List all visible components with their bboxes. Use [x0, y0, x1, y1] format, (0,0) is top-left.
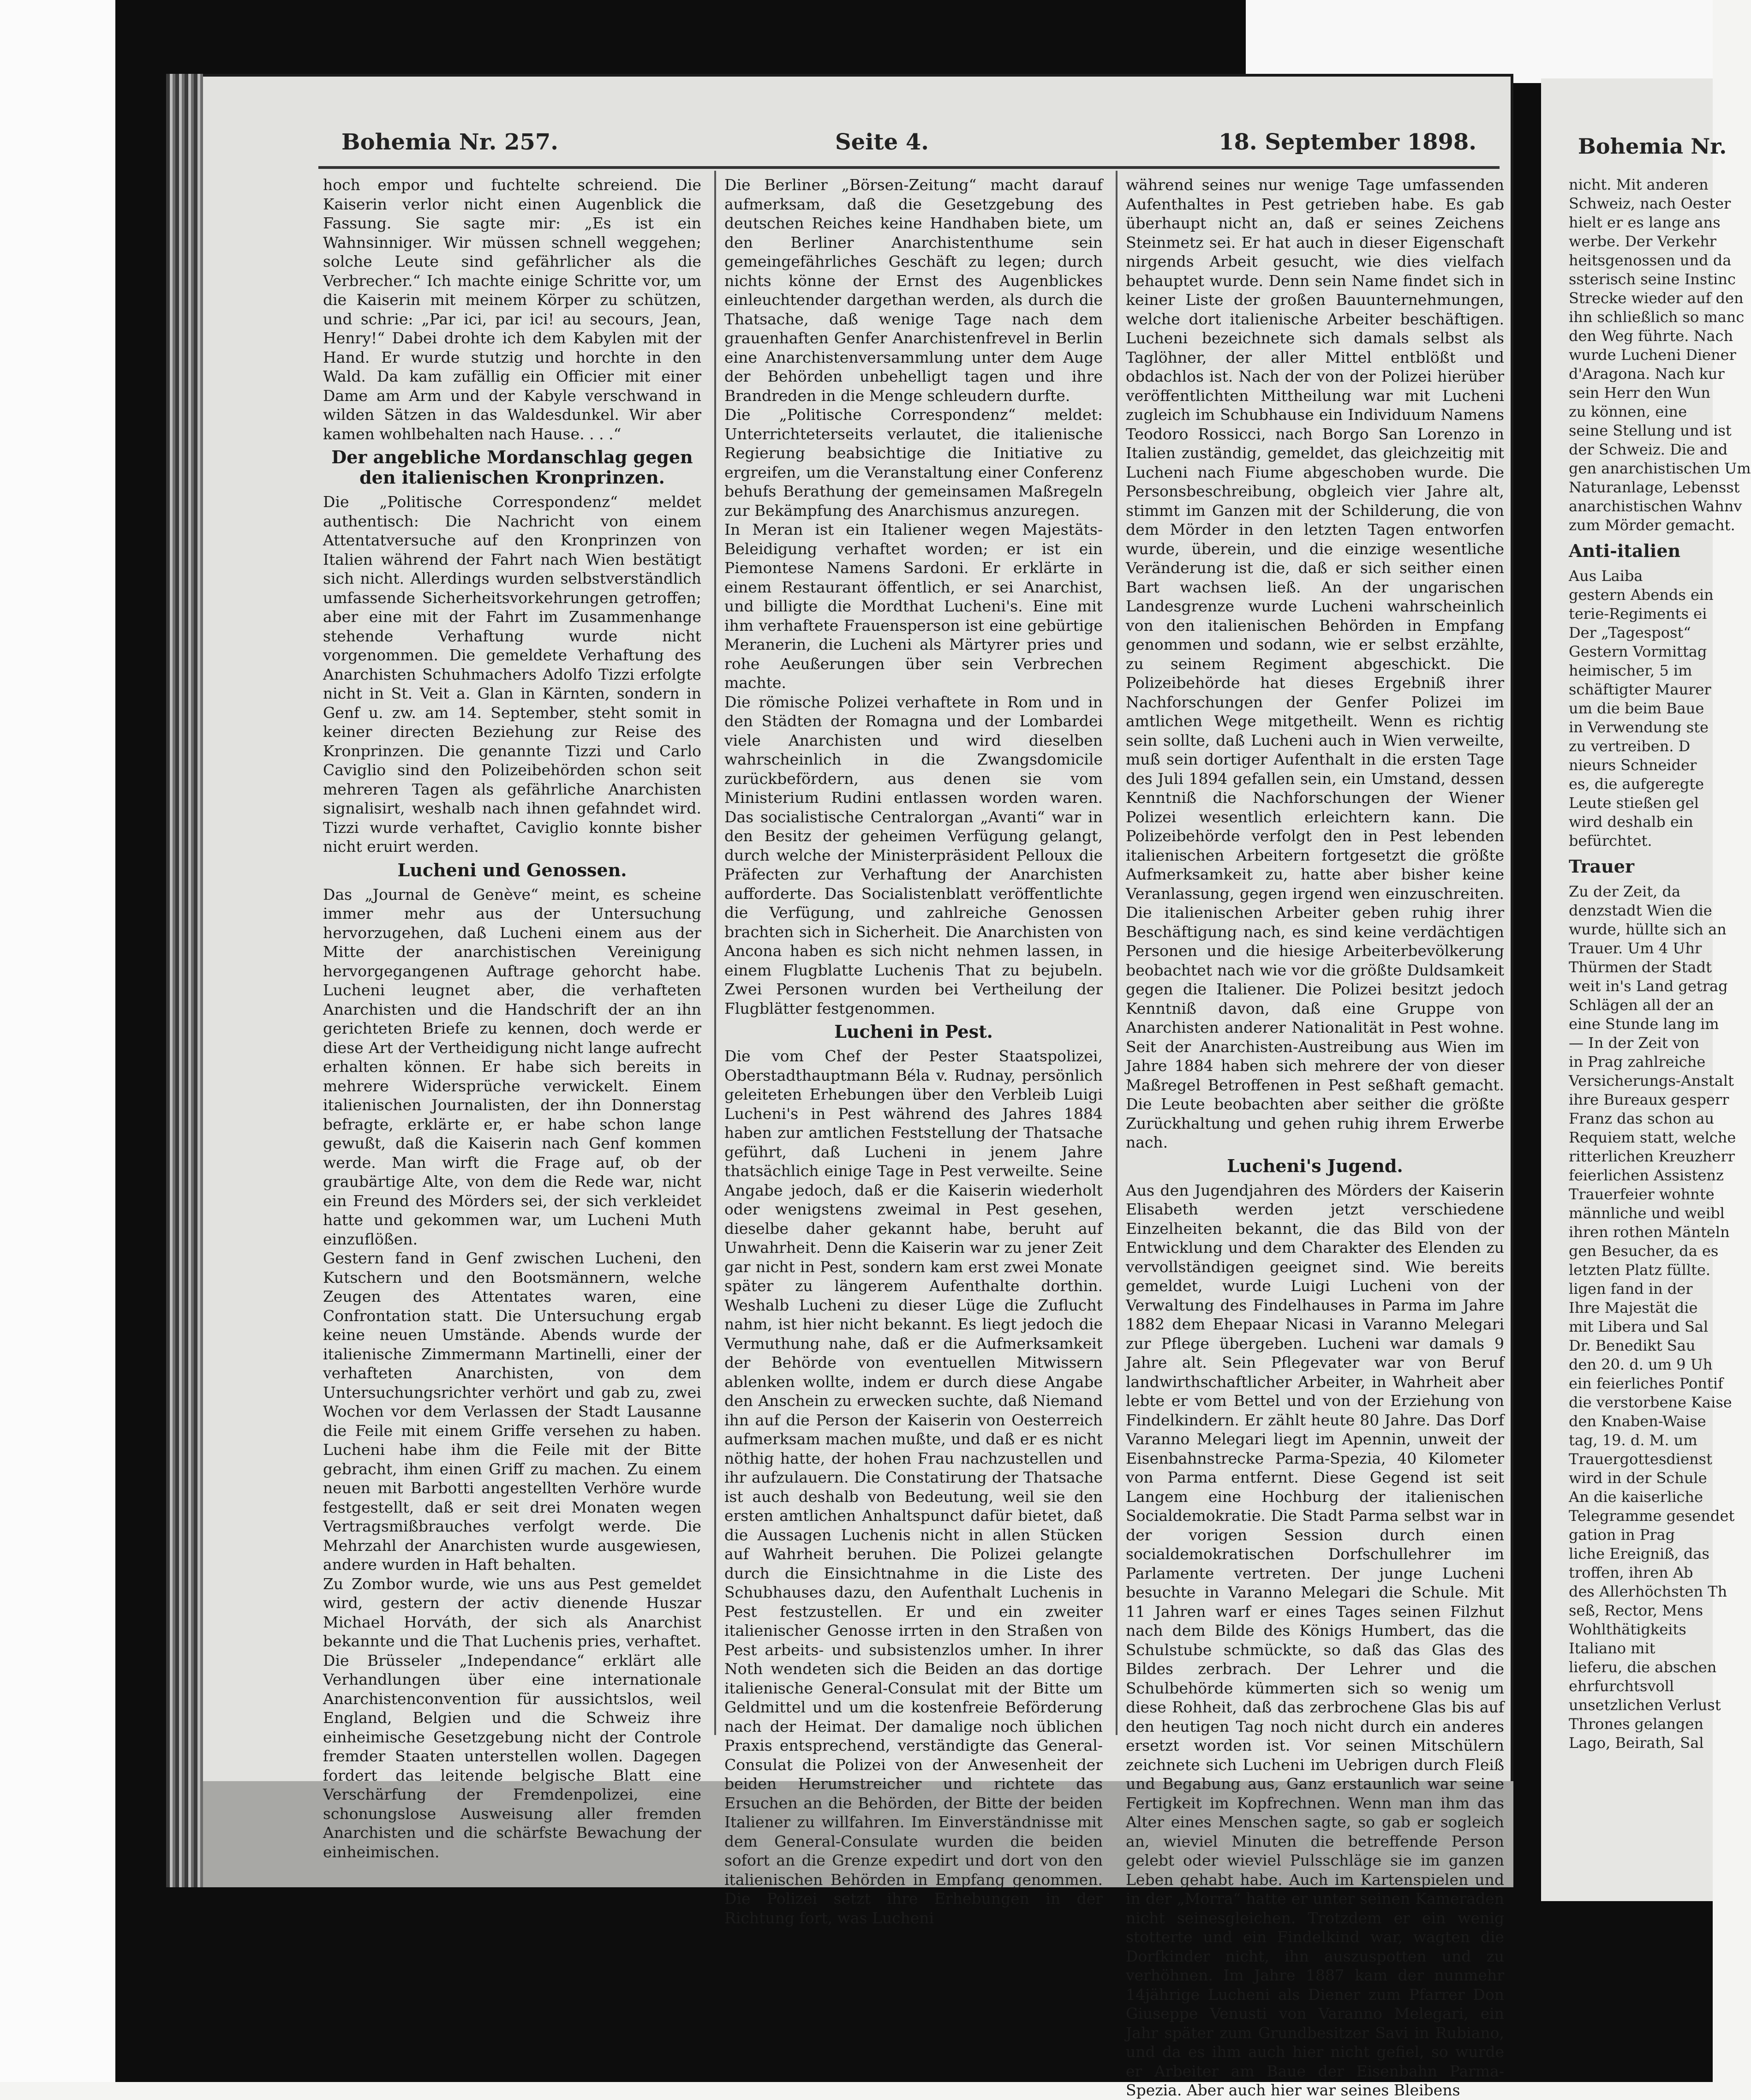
- adjacent-text-line: sein Herr den Wun: [1569, 384, 1710, 401]
- text-column-3: [1126, 175, 1504, 2099]
- column-rule-2: [1116, 171, 1118, 1735]
- article-paragraph: Aus den Jugendjahren des Mörders der Kaiserin Elisabeth werden jetzt verschiedene Einzelheiten bekannt, die das Bild von der Entwicklung und dem Charakter des Elenden zu vervollständigen geeignet sind. Wie bereits gemeldet, wurde Luigi Lucheni von der Verwaltung des Findelhauses in Parma im Jahre 1882 dem Ehepaar Nicasi in Varanno Melegari zur Pflege übergeben. Lucheni war damals 9 Jahre alt. Sein Pflegevater war von Beruf landwirthschaftlicher Arbeiter, in Wahrheit aber lebte er vom Bettel und von der Erziehung von Findelkindern. Er zählt heute 80 Jahre. Das Dorf Varanno Melegari liegt im Apennin, unweit der Eisenbahnstrecke Parma-Spezia, 40 Kilometer von Parma entfernt. Diese Gegend ist seit Langem eine Hochburg der italienischen Socialdemokratie. Die Stadt Parma selbst war in der vorigen Session durch einen socialdemokratischen Dorfschullehrer im Parlamente vertreten. Der junge Lucheni besuchte in Varanno Melegari die Schule. Mit 11 Jahren warf er eines Tages seinen Filzhut nach dem Bilde des Königs Humbert, das die Schulstube schmückte, so daß das Glas des Bildes zerbrach. Der Lehrer und die Schulbehörde kümmerten sich so wenig um diese Rohheit, daß das zerbrochene Glas bis auf den heutigen Tag noch nicht durch ein anderes ersetzt worden ist. Vor seinen Mitschülern zeichnete sich Lucheni im Uebrigen durch Fleiß und Begabung aus, Ganz erstaunlich war seine Fertigkeit im Kopfrechnen. Wenn man ihm das Alter eines Menschen sagte, so gab er sogleich an, wieviel Minuten die betreffende Person gelebt oder wieviel Pulsschläge sie im ganzen Leben gehabt habe. Auch im Kartenspielen und in der „Morra“ hatte er unter seinen Kameraden nicht seinesgleichen. Trotzdem er ein wenig stotterte und ein Findelkind war, wagten die Dorfkinder nicht, ihn auszuspotten und zu verhöhnen. Im Jahre 1887 kam der nunmehr 14jährige Lucheni als Diener zum Pfarrer Don Giuseppe Venusti von Varanno Melegari, ein Jahr später zum Grundbesitzer Savi in Rubiano, und da es ihm auch hier nicht gefiel, so wurde er Arbeiter am Baue der Eisenbahn Parma-Spezia. Aber auch hier war seines Bleibens: [1126, 1181, 1504, 2099]
- adjacent-text-line: — In der Zeit von: [1569, 1034, 1699, 1052]
- adjacent-text-line: Wohlthätigkeits: [1569, 1621, 1686, 1638]
- adjacent-text-line: feierlichen Assistenz: [1569, 1167, 1724, 1184]
- adjacent-text-line: Schweiz, nach Oester: [1569, 195, 1731, 212]
- adjacent-text-line: An die kaiserliche: [1569, 1488, 1703, 1506]
- adjacent-text-line: terie-Regiments ei: [1569, 605, 1707, 622]
- adjacent-text-line: des Allerhöchsten Th: [1569, 1583, 1727, 1600]
- adjacent-text-line: unsetzlichen Verlust: [1569, 1696, 1721, 1714]
- adjacent-text-line: wurde, hüllte sich an: [1569, 921, 1727, 938]
- adjacent-text-line: schäftigter Maurer: [1569, 681, 1711, 698]
- adjacent-text-line: weit in's Land getrag: [1569, 977, 1728, 995]
- adjacent-text-line: Schlägen all der an: [1569, 996, 1714, 1014]
- adjacent-text-line: Franz das schon au: [1569, 1110, 1715, 1127]
- adjacent-text-line: ihn schließlich so manc: [1569, 308, 1745, 326]
- adjacent-page-text: [1569, 175, 1751, 1752]
- article-paragraph: Zu Zombor wurde, wie uns aus Pest gemeldet wird, gestern der activ dienende Huszar Michael Horváth, der sich als Anarchist bekannte und die That Luchenis pries, verhaftet. Die Brüsseler „Independance“ erklärt alle Verhandlungen über eine internationale Anarchistenconvention für aussichtslos, weil England, Belgien und die Schweiz ihre einheimische Gesetzgebung nicht der Controle fremder Staaten unterstellen wollen. Dagegen fordert das leitende belgische Blatt eine Verschärfung der Fremdenpolizei, eine schonungslose Ausweisung aller fremden Anarchisten und die schärfste Bewachung der einheimischen.: [323, 1574, 701, 1861]
- page-header: [341, 129, 1476, 166]
- adjacent-text-line: Italiano mit: [1569, 1639, 1655, 1657]
- adjacent-text-line: Der „Tagespost“: [1569, 624, 1691, 641]
- adjacent-text-line: d'Aragona. Nach kur: [1569, 365, 1725, 383]
- article-paragraph: Die „Politische Correspondenz“ meldet authentisch: Die Nachricht von einem Attentatversuche auf den Kronprinzen von Italien während der Fahrt nach Wien bestätigt sich nicht. Allerdings wurden selbstverständlich umfassende Sicherheitsvorkehrungen getroffen; aber eine mit der Fahrt im Zusammenhange stehende Verhaftung wurde nicht vorgenommen. Die gemeldete Verhaftung des Anarchisten Schuhmachers Adolfo Tizzi erfolgte nicht in St. Veit a. Glan in Kärnten, sondern in Genf u. zw. am 14. September, steht somit in keiner directen Beziehung zur Reise des Kronprinzen. Die genannte Tizzi und Carlo Caviglio sind den Polizeibehörden schon seit mehreren Tagen als gefährliche Anarchisten signalisirt, weshalb nach ihnen gefahndet wird. Tizzi wurde verhaftet, Caviglio konnte bisher nicht eruirt werden.: [323, 493, 701, 856]
- adjacent-text-line: den Weg führte. Nach: [1569, 327, 1733, 345]
- adjacent-text-line: ligen fand in der: [1569, 1280, 1693, 1298]
- header-date: 18. September 1898.: [1219, 129, 1476, 155]
- adjacent-text-line: Naturanlage, Lebensst: [1569, 479, 1740, 496]
- adjacent-text-line: Leute stießen gel: [1569, 794, 1699, 812]
- adjacent-text-line: ritterlichen Kreuzherr: [1569, 1148, 1735, 1165]
- adjacent-text-line: nicht. Mit anderen: [1569, 176, 1709, 193]
- adjacent-text-line: gen anarchistischen Um: [1569, 460, 1751, 477]
- adjacent-text-line: Telegramme gesendet: [1569, 1507, 1735, 1525]
- article-paragraph: Gestern fand in Genf zwischen Lucheni, den Kutschern und den Bootsmännern, welche Zeugen des Attentates waren, eine Confrontation statt. Die Untersuchung ergab keine neuen Umstände. Abends wurde der italienische Zimmermann Martinelli, einer der verhafteten Anarchisten, von dem Untersuchungsrichter verhört und gab zu, zwei Wochen vor dem Verlassen der Stadt Lausanne die Feile mit einem Griffe versehen zu haben. Lucheni habe ihm die Feile mit der Bitte gebracht, ihm einen Griff zu machen. Zu einem neuen mit Barbotti angestellten Verhöre wurde festgestellt, daß er seit drei Monaten wegen Vertragsmißbrauches verfolgt werde. Die Mehrzahl der Anarchisten wurde ausgewiesen, andere wurden in Haft behalten.: [323, 1249, 701, 1574]
- adjacent-text-line: anarchistischen Wahnv: [1569, 497, 1742, 515]
- page-stack-edge: [166, 74, 203, 1887]
- adjacent-text-line: ihren rothen Mänteln: [1569, 1223, 1730, 1241]
- adjacent-page-header: Bohemia Nr.: [1578, 134, 1727, 159]
- adjacent-text-line: gestern Abends ein: [1569, 586, 1714, 604]
- article-paragraph: Die „Politische Correspondenz“ meldet: Unterrichteterseits verlautet, die italienische Regierung beabsichtige die Initiative zu ergreifen, um die Veranstaltung einer Conferenz behufs Berathung der gemeinsamen Maßregeln zur Bekämpfung des Anarchismus anzuregen.: [724, 406, 1103, 520]
- article-paragraph: Die Berliner „Börsen-Zeitung“ macht darauf aufmerksam, daß die Gesetzgebung des deutschen Reiches keine Handhaben biete, um den Berliner Anarchistenthume sein gemeingefährliches Geschäft zu legen; durch nichts könne der Ernst des Augenblickes einleuchtender dargethan werden, als durch die Thatsache, daß wenige Tage nach dem grauenhaften Genfer Anarchistenfrevel in Berlin eine Anarchistenversammlung unter dem Auge der Behörden unbehelligt tagen und ihre Brandreden in die Menge schleudern durfte.: [724, 176, 1103, 405]
- adjacent-text-line: ssterisch seine Instinc: [1569, 270, 1736, 288]
- adjacent-text-line: seine Stellung und ist: [1569, 422, 1732, 439]
- adjacent-text-line: Zu der Zeit, da: [1569, 883, 1681, 900]
- adjacent-text-line: wird deshalb ein: [1569, 813, 1693, 831]
- article-paragraph: In Meran ist ein Italiener wegen Majestäts-Beleidigung verhaftet worden; er ist ein Piemontese Namens Sardoni. Er erklärte in einem Restaurant öffentlich, er sei Anarchist, und billigte die Mordthat Lucheni's. Eine mit ihm verhaftete Frauensperson ist eine gebürtige Meranerin, die Lucheni als Märtyrer pries und rohe Aeußerungen über sein Verbrechen machte.: [724, 521, 1103, 692]
- adjacent-text-line: lieferu, die abschen: [1569, 1658, 1717, 1676]
- article-paragraph: Die vom Chef der Pester Staatspolizei, Oberstadthauptmann Béla v. Rudnay, persönlich geleiteten Erhebungen über den Verbleib Luigi Lucheni's in Pest während des Jahres 1884 haben zur amtlichen Feststellung der Thatsache geführt, daß Lucheni in jenem Jahre thatsächlich einige Tage in Pest verweilte. Seine Angabe jedoch, daß er die Kaiserin wiederholt oder wenigstens zweimal in Pest gesehen, dieselbe daher gekannt habe, beruht auf Unwahrheit. Denn die Kaiserin war zu jener Zeit gar nicht in Pest, sondern kam erst zwei Monate später zu längerem Aufenthalte dorthin. Weshalb Lucheni zu dieser Lüge die Zuflucht nahm, ist hier nicht bekannt. Es liegt jedoch die Vermuthung nahe, daß er die Aufmerksamkeit der Behörde von eventuellen Mitwissern ablenken wollte, indem er durch diese Angabe den Anschein zu erwecken suchte, daß Niemand ihn auf die Person der Kaiserin von Oesterreich aufmerksam machen mußte, und daß er es nicht nöthig hatte, der hohen Frau nachzustellen und ihr aufzulauern. Die Constatirung der Thatsache ist auch deshalb von Bedeutung, weil sie den ersten amtlichen Anhaltspunct dafür bietet, daß die Aussagen Luchenis nicht in allen Stücken auf Wahrheit beruhen. Die Polizei gelangte durch die Einsichtnahme in die Liste des Schubhauses dazu, den Aufenthalt Luchenis in Pest festzustellen. Er und ein zweiter italienischer Genosse irrten in den Straßen von Pest arbeits- und subsistenzlos umher. In ihrer Noth wendeten sich die Beiden an das dortige italienische General-Consulat mit der Bitte um Geldmittel und um die kostenfreie Beförderung nach der Heimat. Der damalige noch üblichen Praxis entsprechend, verständigte das General-Consulat die Polizei von der Anwesenheit der beiden Herumstreicher und richtete das Ersuchen an die Behörden, der Bitte der beiden Italiener zu willfahren. Im Einverständnisse mit dem General-Consulate wurden die beiden sofort an die Grenze expedirt und dort von den italienischen Behörden in Empfang genommen. Die Polizei setzt ihre Erhebungen in der Richtung fort, was Lucheni: [724, 1047, 1103, 1927]
- article-heading: Lucheni's Jugend.: [1227, 1155, 1403, 1176]
- header-paper-name: Bohemia Nr. 257.: [341, 129, 558, 155]
- adjacent-text-line: Aus Laiba: [1569, 567, 1643, 585]
- adjacent-heading: Trauer: [1569, 856, 1634, 877]
- adjacent-text-line: um die beim Baue: [1569, 700, 1704, 717]
- adjacent-text-line: heitsgenossen und da: [1569, 251, 1732, 269]
- adjacent-text-line: nieurs Schneider: [1569, 756, 1697, 774]
- adjacent-text-line: denzstadt Wien die: [1569, 902, 1712, 919]
- adjacent-heading: Anti-italien: [1569, 540, 1681, 561]
- text-column-2: [724, 175, 1103, 1927]
- header-page-number: Seite 4.: [835, 129, 929, 155]
- adjacent-text-line: ehrfurchtsvoll: [1569, 1677, 1674, 1695]
- adjacent-text-line: der Schweiz. Die and: [1569, 441, 1728, 458]
- header-rule: [318, 166, 1500, 169]
- adjacent-text-line: befürchtet.: [1569, 832, 1652, 850]
- adjacent-text-line: eine Stunde lang im: [1569, 1015, 1719, 1033]
- adjacent-text-line: ein feierliches Pontif: [1569, 1375, 1723, 1392]
- adjacent-text-line: Trauergottesdienst: [1569, 1450, 1712, 1468]
- adjacent-text-line: Trauer. Um 4 Uhr: [1569, 939, 1702, 957]
- adjacent-text-line: Versicherungs-Anstalt: [1569, 1072, 1734, 1089]
- article-paragraph: während seines nur wenige Tage umfassenden Aufenthaltes in Pest getrieben habe. Es gab überhaupt nicht an, daß er seines Zeichens Steinmetz sei. Er hat auch in dieser Eigenschaft nirgends Arbeit gesucht, wie dies vielfach behauptet wurde. Denn sein Name findet sich in keiner Liste der großen Bauunternehmungen, welche dort italienische Arbeiter beschäftigen. Lucheni bezeichnete sich damals selbst als Taglöhner, der aller Mittel entblößt und obdachlos ist. Nach der von der Polizei hierüber veröffentlichten Mittheilung war mit Lucheni zugleich im Schubhause ein Individuum Namens Teodoro Rossicci, nach Borgo San Lorenzo in Italien zuständig, gemeldet, das gleichzeitig mit Lucheni nach Fiume abgeschoben wurde. Die Personsbeschreibung, obgleich vier Jahre alt, stimmt im Ganzen mit der Schilderung, die von dem Mörder in den letzten Tagen entworfen wurde, überein, und die einzige wesentliche Veränderung ist die, daß er sich seither einen Bart wachsen ließ. An der ungarischen Landesgrenze wurde Lucheni wahrscheinlich von den italienischen Behörden in Empfang genommen und sodann, wie er selbst erzählte, zu seinem Regiment abgeschickt. Die Polizeibehörde hat dieses Ergebniß ihrer Nachforschungen der Genfer Polizei im amtlichen Wege mitgetheilt. Wenn es richtig sein sollte, daß Lucheni auch in Wien verweilte, muß sein dortiger Aufenthalt in die ersten Tage des Juli 1894 gefallen sein, ein Umstand, dessen Kenntniß die Nachforschungen der Wiener Polizei wesentlich erleichtern kann. Die Polizeibehörde verfolgt den in Pest lebenden italienischen Arbeitern fortgesetzt die größte Aufmerksamkeit zu, hatte aber bisher keine Veranlassung, gegen irgend wen einzuschreiten. Die italienischen Arbeiter geben ruhig ihrer Beschäftigung nach, es sind keine verdächtigen Personen und die hiesige Arbeiterbevölkerung beobachtet nach wie vor die größte Duldsamkeit gegen die Italiener. Die Polizei besitzt jedoch Kenntniß davon, daß eine Gruppe von Anarchisten anderer Nationalität in Pest wohne. Seit der Anarchisten-Austreibung aus Wien im Jahre 1884 haben sich mehrere der von dieser Maßregel Betroffenen in Pest seßhaft gemacht. Die Leute beobachten aber seither die größte Zurückhaltung und gehen ruhig ihrem Erwerbe nach.: [1126, 176, 1504, 1151]
- adjacent-text-line: Gestern Vormittag: [1569, 643, 1707, 660]
- adjacent-text-line: zu können, eine: [1569, 403, 1687, 420]
- adjacent-text-line: männliche und weibl: [1569, 1204, 1725, 1222]
- adjacent-text-line: tag, 19. d. M. um: [1569, 1431, 1697, 1449]
- text-column-1: [323, 175, 701, 1861]
- adjacent-text-line: in Verwendung ste: [1569, 718, 1709, 736]
- adjacent-text-line: Requiem statt, welche: [1569, 1129, 1736, 1146]
- film-margin: [0, 0, 115, 2082]
- adjacent-text-line: ihre Bureaux gesperr: [1569, 1091, 1729, 1108]
- adjacent-text-line: liche Ereigniß, das: [1569, 1545, 1709, 1562]
- adjacent-text-line: gen Besucher, da es: [1569, 1242, 1719, 1260]
- article-heading: Lucheni in Pest.: [834, 1021, 993, 1042]
- adjacent-text-line: Ihre Majestät die: [1569, 1299, 1698, 1316]
- adjacent-text-line: den Knaben-Waise: [1569, 1412, 1706, 1430]
- article-heading: Lucheni und Genossen.: [397, 859, 627, 880]
- adjacent-text-line: zum Mörder gemacht.: [1569, 516, 1735, 534]
- adjacent-text-line: seß, Rector, Mens: [1569, 1602, 1703, 1619]
- adjacent-text-line: Lago, Beirath, Sal: [1569, 1734, 1704, 1752]
- adjacent-text-line: wurde Lucheni Diener: [1569, 346, 1736, 364]
- adjacent-text-line: heimischer, 5 im: [1569, 662, 1692, 679]
- adjacent-text-line: werbe. Der Verkehr: [1569, 233, 1717, 250]
- adjacent-text-line: gation in Prag: [1569, 1526, 1675, 1544]
- article-paragraph: Die römische Polizei verhaftete in Rom und in den Städten der Romagna und der Lombardei viele Anarchisten und wird dieselben wahrscheinlich in die Zwangsdomicile zurückbefördern, aus denen sie vom Ministerium Rudini entlassen worden waren. Das socialistische Centralorgan „Avanti“ war in den Besitz der geheimen Verfügung gelangt, durch welche der Ministerpräsident Pelloux die Präfecten zur Verhaftung der Anarchisten aufforderte. Das Socialistenblatt veröffentlichte die Verfügung, und zahlreiche Genossen brachten sich in Sicherheit. Die Anarchisten von Ancona haben es sich nicht nehmen lassen, in einem Flugblatte Luchenis That zu bejubeln. Zwei Personen wurden bei Vertheilung der Flugblätter festgenommen.: [724, 693, 1103, 1017]
- adjacent-text-line: zu vertreiben. D: [1569, 737, 1691, 755]
- film-corner: [1246, 0, 1713, 83]
- adjacent-text-line: troffen, ihren Ab: [1569, 1564, 1693, 1581]
- adjacent-text-line: wird in der Schule: [1569, 1469, 1707, 1487]
- adjacent-text-line: mit Libera und Sal: [1569, 1318, 1709, 1335]
- article-paragraph: Das „Journal de Genève“ meint, es scheine immer mehr aus der Untersuchung hervorzugehen, daß Lucheni einem aus der Mitte der anarchistischen Vereinigung hervorgegangenen Auftrage gehorcht habe. Lucheni leugnet aber, die verhafteten Anarchisten und die Handschrift der an ihn gerichteten Briefe zu kennen, doch werde er diese Art der Vertheidigung nicht lange aufrecht erhalten können. Er habe sich bereits in mehrere Widersprüche verwickelt. Einem italienischen Journalisten, der ihn Donnerstag befragte, erklärte er, er habe schon lange gewußt, daß die Kaiserin nach Genf kommen werde. Man wirft die Frage auf, ob der graubärtige Alte, von dem die Rede war, nicht ein Freund des Mörders sei, der sich verkleidet hatte und gekommen war, um Lucheni Muth einzuflößen.: [323, 885, 701, 1248]
- article-heading: Der angebliche Mordanschlag gegen den italienischen Kronprinzen.: [331, 447, 693, 488]
- article-paragraph: hoch empor und fuchtelte schreiend. Die Kaiserin verlor nicht einen Augenblick die Fassung. Sie sagte mir: „Es ist ein Wahnsinniger. Wir müssen schnell weggehen; solche Leute sind gefährlicher als die Verbrecher.“ Ich machte einige Schritte vor, um die Kaiserin mit meinem Körper zu schützen, und schrie: „Par ici, par ici! au secours, Jean, Henry!“ Dabei drohte ich dem Kabylen mit der Hand. Er wurde stutzig und horchte in den Wald. Da kam zufällig ein Officier mit einer Dame am Arm und der Kabyle verschwand in wilden Sätzen in das Waldesdunkel. Wir aber kamen wohlbehalten nach Hause. . . .“: [323, 176, 701, 443]
- adjacent-text-line: es, die aufgeregte: [1569, 775, 1704, 793]
- adjacent-text-line: Dr. Benedikt Sau: [1569, 1337, 1696, 1354]
- adjacent-text-line: hielt er es lange ans: [1569, 214, 1721, 231]
- adjacent-text-line: die verstorbene Kaise: [1569, 1394, 1732, 1411]
- adjacent-text-line: Thrones gelangen: [1569, 1715, 1704, 1733]
- adjacent-text-line: in Prag zahlreiche: [1569, 1053, 1706, 1071]
- adjacent-text-line: letzten Platz füllte.: [1569, 1261, 1711, 1279]
- adjacent-text-line: den 20. d. um 9 Uh: [1569, 1356, 1713, 1373]
- column-rule-1: [714, 171, 716, 1735]
- adjacent-text-line: Thürmen der Stadt: [1569, 958, 1712, 976]
- adjacent-text-line: Trauerfeier wohnte: [1569, 1185, 1715, 1203]
- adjacent-text-line: Strecke wieder auf den: [1569, 289, 1744, 307]
